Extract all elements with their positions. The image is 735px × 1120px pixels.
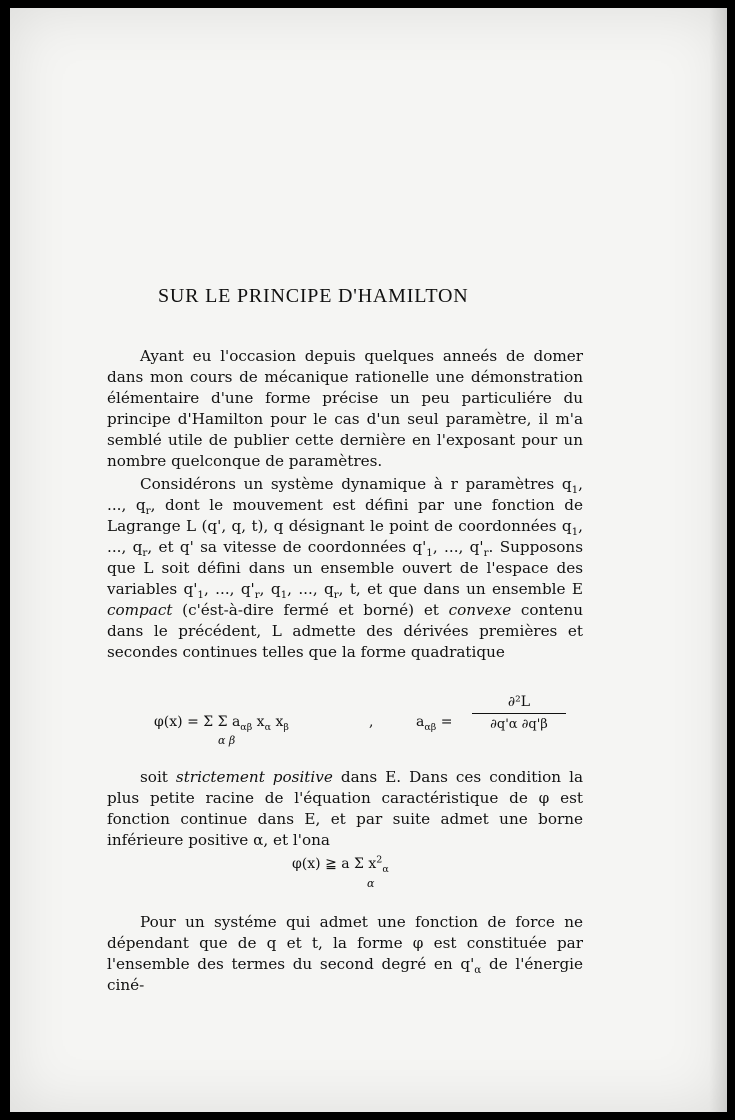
paragraph-positive: soit strictement positive dans E. Dans ces condition la plus petite racine de l'équation caractéristique de φ est fonction continue dans E, et par suite admet une borne inférieure positive α, et l'ona xyxy=(107,768,583,849)
formula-separator: , xyxy=(369,714,374,730)
inequality-formula: φ(x) ≧ a Σ $x^2_\alpha$ α xyxy=(292,854,389,875)
inequality-summation-index: α xyxy=(367,877,375,890)
coefficient-label: $a_{\alpha\beta}$ = xyxy=(416,714,453,733)
page-title: SUR LE PRINCIPE D'HAMILTON xyxy=(158,285,469,307)
second-derivative-fraction xyxy=(472,692,566,734)
paper-page xyxy=(10,8,727,1112)
fraction-bar xyxy=(472,713,566,714)
fraction-numerator: ∂²L xyxy=(507,694,531,710)
formula-lhs: φ(x) = Σ Σ $a_{\alpha\beta}$ $x_\alpha$ $x_\beta$ xyxy=(154,714,289,733)
formula-summation-indices: α β xyxy=(218,734,236,747)
paragraph-system: Considérons un système dynamique à r paramètres $q_1$, ..., $q_r$, dont le mouvement est défini par une fonction de Lagrange L (q', q, t), q désignant le point de coordonnées $q_1$, ..., $q_r$, et q' sa vitesse de coordonnées $q'_1$, ..., $q'_r$. Supposons que L soit défini dans un ensemble ouvert de l'espace des variables $q'_1$, ..., $q'_r$, $q_1$, ..., $q_r$, t, et que dans un ensemble E compact (c'ést-à-dire fermé et borné) et convexe contenu dans le précédent, L admette des dérivées premières et secondes continues telles que la forme quadratique xyxy=(107,475,583,661)
paragraph-force-function: Pour un systéme qui admet une fonction de force ne dépendant que de q et t, la forme φ est constituée par l'ensemble des termes du second degré en $q'_\alpha$ de l'énergie ciné- xyxy=(107,913,584,994)
fraction-denominator: ∂q'α ∂q'β xyxy=(490,717,548,732)
quadratic-form-formula xyxy=(154,694,574,758)
paragraph-intro: Ayant eu l'occasion depuis quelques anneés de domer dans mon cours de mécanique rationelle une démonstration élémentaire d'une forme précise un peu particuliére du principe d'Hamilton pour le cas d'un seul paramètre, il m'a semblé utile de publier cette dernière en l'exposant pour un nombre quelconque de paramètres. xyxy=(107,347,583,470)
page-edge-shadow xyxy=(709,8,727,1112)
